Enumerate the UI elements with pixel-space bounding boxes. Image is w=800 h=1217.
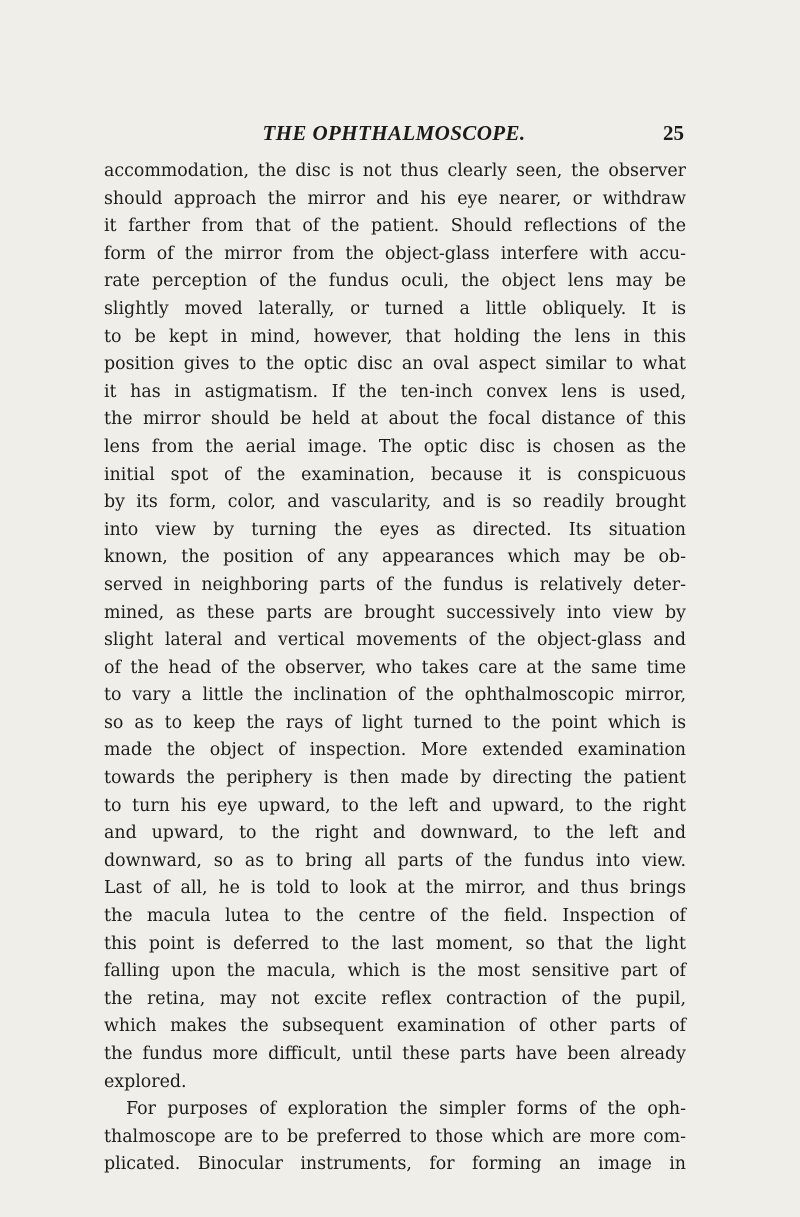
page-number: 25 xyxy=(663,121,684,145)
text-line: lens from the aerial image. The optic disc is chosen as the xyxy=(104,436,686,457)
page-header xyxy=(104,121,684,151)
text-line: downward, so as to bring all parts of the fundus into view. xyxy=(104,850,686,871)
text-line: thalmoscope are to be preferred to those which are more com- xyxy=(104,1126,686,1147)
text-line: served in neighboring parts of the fundus is relatively deter- xyxy=(104,574,686,595)
text-line: so as to keep the rays of light turned to the point which is xyxy=(104,712,686,733)
text-line: initial spot of the examination, because it is conspicuous xyxy=(104,464,686,485)
running-head: THE OPHTHALMOSCOPE. xyxy=(262,121,526,145)
text-line: slightly moved laterally, or turned a little obliquely. It is xyxy=(104,298,686,319)
text-line: this point is deferred to the last moment, so that the light xyxy=(104,933,686,954)
text-line: the macula lutea to the centre of the field. Inspection of xyxy=(104,906,686,927)
text-line: Last of all, he is told to look at the mirror, and thus brings xyxy=(104,878,686,899)
text-line: and upward, to the right and downward, to the left and xyxy=(104,823,686,844)
text-line: known, the position of any appearances which may be ob- xyxy=(104,547,686,568)
text-line: to turn his eye upward, to the left and upward, to the right xyxy=(104,795,686,816)
text-line: should approach the mirror and his eye nearer, or withdraw xyxy=(104,188,686,209)
text-line: the retina, may not excite reflex contraction of the pupil, xyxy=(104,988,686,1009)
text-line: to be kept in mind, however, that holding the lens in this xyxy=(104,326,686,347)
text-line: the mirror should be held at about the focal distance of this xyxy=(104,409,686,430)
text-line: it has in astigmatism. If the ten-inch convex lens is used, xyxy=(104,381,686,402)
text-line: rate perception of the fundus oculi, the object lens may be xyxy=(104,271,686,292)
text-line: to vary a little the inclination of the ophthalmoscopic mirror, xyxy=(104,685,686,706)
text-line: plicated. Binocular instruments, for forming an image in xyxy=(104,1154,686,1175)
text-line: form of the mirror from the object-glass interfere with accu- xyxy=(104,243,686,264)
text-line: of the head of the observer, who takes care at the same time xyxy=(104,657,686,678)
text-line: towards the periphery is then made by directing the patient xyxy=(104,768,686,789)
text-line: slight lateral and vertical movements of the object-glass and xyxy=(104,630,686,651)
body-text xyxy=(104,158,686,1179)
text-line: made the object of inspection. More extended examination xyxy=(104,740,686,761)
text-line-paragraph-end: explored. xyxy=(104,1071,187,1092)
text-line: which makes the subsequent examination of other parts of xyxy=(104,1016,686,1037)
text-line: mined, as these parts are brought successively into view by xyxy=(104,602,686,623)
text-line: position gives to the optic disc an oval aspect similar to what xyxy=(104,354,686,375)
text-line-paragraph-start: For purposes of exploration the simpler forms of the oph- xyxy=(126,1099,686,1120)
text-line: it farther from that of the patient. Should reflections of the xyxy=(104,216,686,237)
text-line: accommodation, the disc is not thus clearly seen, the observer xyxy=(104,161,686,181)
text-line: falling upon the macula, which is the most sensitive part of xyxy=(104,961,686,982)
text-line: into view by turning the eyes as directed. Its situation xyxy=(104,519,686,540)
text-line: the fundus more difficult, until these parts have been already xyxy=(104,1044,686,1064)
text-line: by its form, color, and vascularity, and is so readily brought xyxy=(104,492,686,513)
